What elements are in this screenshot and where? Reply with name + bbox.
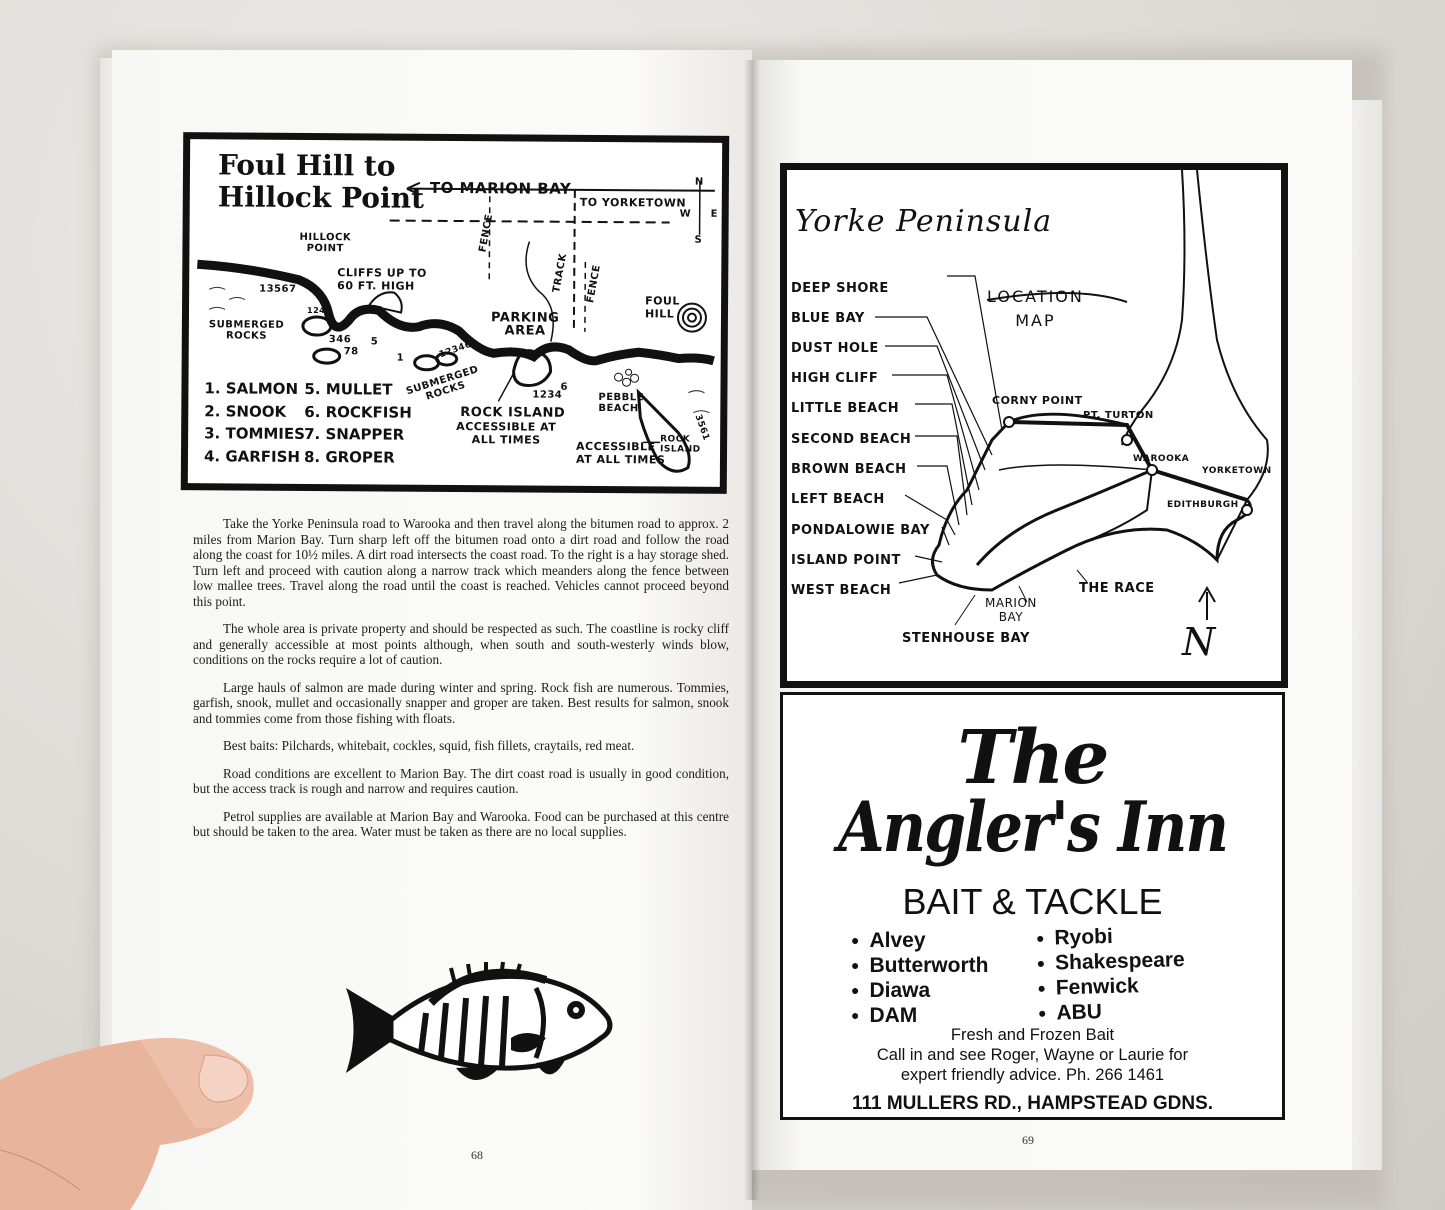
place-label: SECOND BEACH xyxy=(791,432,912,447)
brands-left xyxy=(851,929,988,1029)
place-label: LEFT BEACH xyxy=(791,492,885,507)
yorketown-label: YORKETOWN xyxy=(1202,466,1272,476)
hand-holding-book xyxy=(0,1010,320,1210)
fence-label-2: FENCE xyxy=(585,263,603,304)
spot-number-13567: 13567 xyxy=(259,283,297,295)
fish-legend-col1 xyxy=(204,377,305,468)
spot-number-3561: 3561 xyxy=(692,413,711,443)
rock-island-label-2: ROCK ISLAND xyxy=(660,434,701,455)
ad-heading-the: The xyxy=(957,715,1108,801)
parking-area-label: PARKING AREA xyxy=(490,310,560,339)
paragraph: The whole area is private property and should be respected as such. The coastline is rocky cliff and generally accessible at most points although, when south and south-westerly winds blow, conditions on the rocks require a lot of caution. xyxy=(193,621,729,667)
brand-item: ● DAM xyxy=(851,1004,988,1029)
spot-number-1234: 1234 xyxy=(532,389,563,401)
legend-item: 6. ROCKFISH xyxy=(304,402,412,422)
to-yorketown-label: TO YORKETOWN xyxy=(579,195,687,210)
marion-bay-label: MARION BAY xyxy=(985,596,1037,624)
location-map-label: LOCATION MAP xyxy=(987,287,1084,330)
spot-number-1: 1 xyxy=(396,352,405,364)
paragraph: Petrol supplies are available at Marion Bay and Warooka. Food can be purchased at this centre but should be taken to the area. Water must be taken as there are no local supplies. xyxy=(193,808,729,839)
paragraph: Take the Yorke Peninsula road to Warooka and then travel along the bitumen road to approx. 2 miles from Marion Bay. Turn sharp left off the bitumen road onto a dirt road and follow the road along the coast for 10½ miles. A dirt road intersects the coast road. To the right is a hay storage shed. Turn left and proceed with caution along a narrow track which meanders along the fence between low mallee trees. Travel along the road until the coast is reached. Vehicles cannot proceed beyond this point. xyxy=(193,516,729,609)
ad-content xyxy=(783,695,1282,1117)
track-label: TRACK xyxy=(551,252,570,294)
foul-hill-label: FOUL HILL xyxy=(644,294,680,321)
legend-item: 2. SNOOK xyxy=(204,401,287,421)
brand-item: ● Fenwick xyxy=(1037,973,1186,1002)
foul-hill-map xyxy=(181,132,729,494)
map-title-line2: Hillock Point xyxy=(217,180,425,215)
fish-legend-col2 xyxy=(304,378,412,469)
place-label: LITTLE BEACH xyxy=(791,401,900,416)
accessible-all-times-label-2: ACCESSIBLE AT ALL TIMES xyxy=(575,439,666,467)
paragraph: Large hauls of salmon are made during winter and spring. Rock fish are numerous. Tommies, garfish, snook, mullet and occasionally snapper and groper are taken. Best results for salmon, snook and tommies come from those fishing with floats. xyxy=(193,679,729,726)
map-title-line1: Foul Hill to xyxy=(217,148,396,183)
stenhouse-bay-label: STENHOUSE BAY xyxy=(902,631,1030,646)
place-label: HIGH CLIFF xyxy=(791,371,879,386)
ad-call-line: Call in and see Roger, Wayne or Laurie for xyxy=(876,1046,1189,1064)
brands-right xyxy=(1036,923,1187,1027)
spot-number-78: 78 xyxy=(343,346,359,358)
ad-subtitle: BAIT & TACKLE xyxy=(902,881,1163,922)
ad-advice-line: expert friendly advice. Ph. 266 1461 xyxy=(900,1066,1165,1084)
cliffs-label: CLIFFS UP TO 60 FT. HIGH xyxy=(337,266,427,293)
corny-point-label: CORNY POINT xyxy=(992,394,1083,407)
legend-item: 3. TOMMIES xyxy=(204,424,306,443)
place-label: DEEP SHORE xyxy=(791,281,889,296)
pebble-beach-label: PEBBLE BEACH xyxy=(598,392,645,415)
compass-n: N xyxy=(694,176,704,188)
place-label: DUST HOLE xyxy=(791,341,879,356)
brand-item: ● ABU xyxy=(1038,998,1187,1027)
legend-item: 1. SALMON xyxy=(204,379,299,398)
legend-item: 4. GARFISH xyxy=(203,446,301,466)
ad-bait-line: Fresh and Frozen Bait xyxy=(950,1026,1115,1044)
fish-illustration xyxy=(336,958,626,1098)
brand-item: ● Shakespeare xyxy=(1036,948,1185,977)
directions-text xyxy=(193,516,729,852)
yorke-peninsula-title: Yorke Peninsula xyxy=(795,204,1053,239)
legend-item: 5. MULLET xyxy=(304,379,393,399)
paragraph: Road conditions are excellent to Marion Bay. The dirt coast road is usually in good condition, but the access track is rough and narrow and requires caution. xyxy=(193,765,729,796)
spot-number-124: 124 xyxy=(306,305,326,316)
rock-island-label: ROCK ISLAND xyxy=(460,405,566,421)
warooka-label: WAROOKA xyxy=(1133,454,1190,464)
page-number-left: 68 xyxy=(471,1148,483,1162)
foul-hill-map-title xyxy=(218,149,425,214)
anglers-inn-ad xyxy=(780,692,1285,1120)
spot-number-6: 6 xyxy=(560,381,568,393)
place-label: PONDALOWIE BAY xyxy=(791,523,930,538)
submerged-rocks-label-1: SUBMERGED ROCKS xyxy=(208,319,285,342)
place-label: BROWN BEACH xyxy=(791,462,907,477)
compass-w: W xyxy=(679,208,692,220)
fence-label-1: FENCE xyxy=(477,213,496,254)
compass-e: E xyxy=(710,208,719,220)
brand-item: ● Ryobi xyxy=(1036,923,1185,952)
spot-number-12346: 12346 xyxy=(438,339,474,361)
page-number-right: 69 xyxy=(1022,1133,1034,1147)
book-gutter xyxy=(744,60,760,1200)
pt-turton-label: PT. TURTON xyxy=(1083,410,1154,421)
spot-number-346: 346 xyxy=(328,334,352,346)
place-label: WEST BEACH xyxy=(791,583,892,598)
spot-number-5: 5 xyxy=(370,336,379,348)
place-label: ISLAND POINT xyxy=(791,553,901,568)
paragraph: Best baits: Pilchards, whitebait, cockles, squid, fish fillets, craytails, red meat. xyxy=(223,738,635,753)
brand-item: ● Butterworth xyxy=(851,954,988,979)
ad-address: 111 MULLERS RD., HAMPSTEAD GDNS. xyxy=(851,1093,1214,1114)
brand-item: ● Diawa xyxy=(851,979,988,1004)
the-race-label: THE RACE xyxy=(1079,581,1155,596)
brand-item: ● Alvey xyxy=(851,929,988,954)
accessible-all-times-label-1: ACCESSIBLE AT ALL TIMES xyxy=(456,420,557,447)
ad-heading-name: Angler's Inn xyxy=(837,787,1228,869)
compass-s: S xyxy=(694,234,703,246)
legend-item: 8. GROPER xyxy=(303,447,395,467)
yorke-peninsula-map xyxy=(780,163,1288,688)
hillock-point-label: HILLOCK POINT xyxy=(299,231,352,255)
to-marion-bay-label: TO MARION BAY xyxy=(429,178,572,198)
place-label: BLUE BAY xyxy=(791,311,865,326)
north-arrow: N xyxy=(1182,620,1216,664)
legend-item: 7. SNAPPER xyxy=(304,424,405,444)
submerged-rocks-label-2: SUBMERGED ROCKS xyxy=(404,364,481,403)
edithburgh-label: EDITHBURGH xyxy=(1167,500,1239,510)
